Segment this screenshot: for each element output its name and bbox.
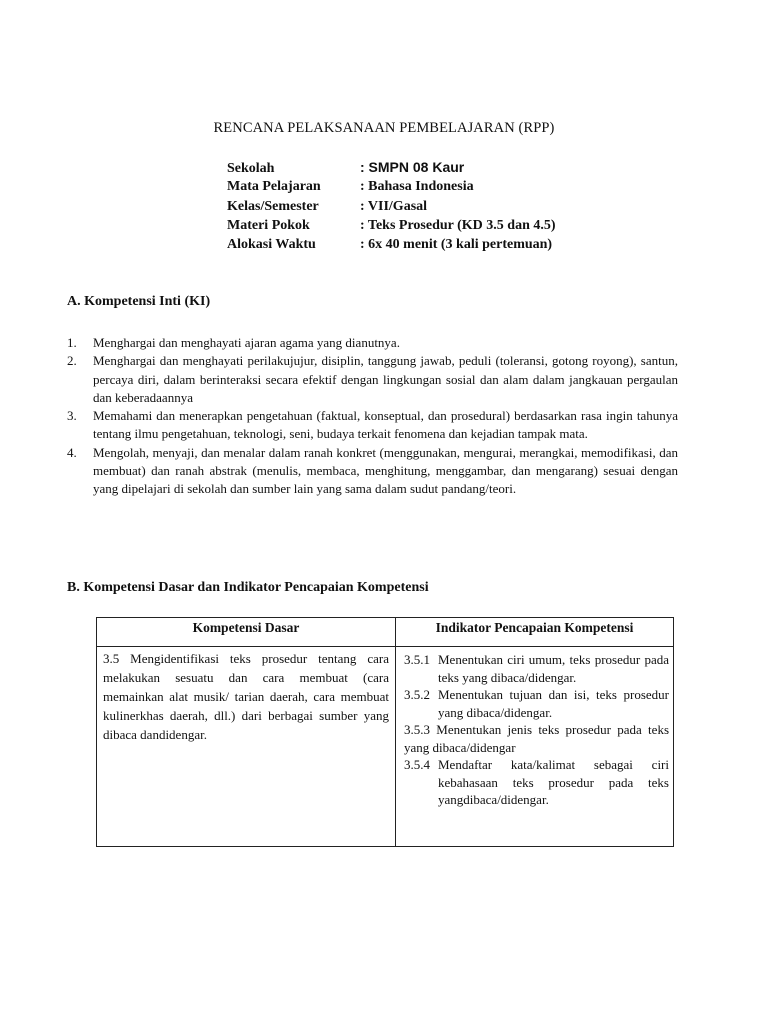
list-text: Menghargai dan menghayati perilakujujur, disiplin, tanggung jawab, peduli (toleransi, gotong royong), santun, percaya diri, dalam berinteraksi secara efektif dengan lingkungan sosial dan alam dalam jangkauan pergaulan dan keberadaannya bbox=[93, 353, 678, 405]
identity-row-school bbox=[227, 158, 556, 177]
competency-table bbox=[96, 617, 674, 847]
indicator-number: 3.5.2 bbox=[404, 687, 430, 702]
list-number: 1. bbox=[67, 335, 77, 350]
list-text: Memahami dan menerapkan pengetahuan (faktual, konseptual, dan prosedural) berdasarkan rasa ingin tahunya tentang ilmu pengetahuan, teknologi, seni, budaya terkait fenomena dan kejadian tampak mata. bbox=[93, 408, 678, 442]
indicator-text: Mendaftar kata/kalimat sebagai ciri kebahasaan teks prosedur pada teks yangdibaca/didengar. bbox=[438, 757, 669, 807]
indicator-text: Menentukan tujuan dan isi, teks prosedur yang dibaca/didengar. bbox=[438, 687, 669, 720]
identity-block bbox=[227, 158, 556, 254]
table-header-indicator: Indikator Pencapaian Kompetensi bbox=[396, 618, 674, 647]
indicator-number: 3.5.4 bbox=[404, 757, 430, 772]
indicator-item bbox=[404, 686, 669, 721]
table-header-row bbox=[97, 618, 674, 647]
list-item bbox=[67, 407, 678, 444]
indicator-text: Menentukan ciri umum, teks prosedur pada teks yang dibaca/didengar. bbox=[438, 652, 669, 685]
indicator-text: Menentukan jenis teks prosedur pada teks yang dibaca/didengar bbox=[404, 722, 669, 755]
list-item bbox=[67, 444, 678, 499]
kd-cell: 3.5 Mengidentifikasi teks prosedur tentang cara melakukan sesuatu dan cara membuat (cara memainkan alat musik/ tarian daerah, cara membuat kulinerkhas daerah, dll.) dari berbagai sumber yang dibaca dandidengar. bbox=[97, 647, 396, 847]
list-item bbox=[67, 334, 678, 352]
indicator-number: 3.5.1 bbox=[404, 652, 430, 667]
identity-value: : Teks Prosedur (KD 3.5 dan 4.5) bbox=[360, 217, 556, 233]
section-a-heading: A. Kompetensi Inti (KI) bbox=[67, 294, 211, 309]
identity-label: Sekolah bbox=[227, 161, 275, 176]
indicator-item bbox=[404, 721, 669, 756]
list-text: Menghargai dan menghayati ajaran agama yang dianutnya. bbox=[93, 335, 400, 350]
identity-row-subject bbox=[227, 177, 556, 196]
list-number: 4. bbox=[67, 444, 77, 460]
list-text: Mengolah, menyaji, dan menalar dalam ranah konkret (menggunakan, mengurai, merangkai, memodifikasi, dan membuat) dan ranah abstrak (menulis, membaca, menghitung, menggambar, dan mengarang) sesuai dengan yang dipelajari di sekolah dan sumber lain yang sama dalam sudut pandang/teori. bbox=[93, 444, 678, 497]
identity-value: : 6x 40 menit (3 kali pertemuan) bbox=[360, 237, 553, 253]
list-item bbox=[67, 352, 678, 407]
indicator-number: 3.5.3 bbox=[404, 722, 430, 737]
identity-label: Kelas/Semester bbox=[227, 198, 319, 214]
document-title: RENCANA PELAKSANAAN PEMBELAJARAN (RPP) bbox=[213, 120, 555, 136]
identity-label: Alokasi Waktu bbox=[227, 237, 316, 253]
indicator-item bbox=[404, 651, 669, 686]
ki-list bbox=[67, 334, 678, 499]
identity-label: Mata Pelajaran bbox=[227, 179, 321, 195]
identity-value: : SMPN 08 Kaur bbox=[360, 159, 465, 175]
identity-row-time bbox=[227, 235, 556, 254]
list-number: 3. bbox=[67, 408, 77, 424]
table-row bbox=[97, 647, 674, 847]
table-header-kd: Kompetensi Dasar bbox=[97, 618, 396, 647]
section-b-heading: B. Kompetensi Dasar dan Indikator Pencapaian Kompetensi bbox=[67, 580, 429, 595]
identity-row-topic bbox=[227, 216, 556, 235]
identity-row-class bbox=[227, 197, 556, 216]
indicator-item bbox=[404, 756, 669, 809]
identity-value: : VII/Gasal bbox=[360, 198, 428, 214]
list-number: 2. bbox=[67, 353, 77, 369]
indicator-cell bbox=[396, 647, 674, 847]
identity-value: : Bahasa Indonesia bbox=[360, 179, 474, 195]
identity-label: Materi Pokok bbox=[227, 217, 310, 233]
